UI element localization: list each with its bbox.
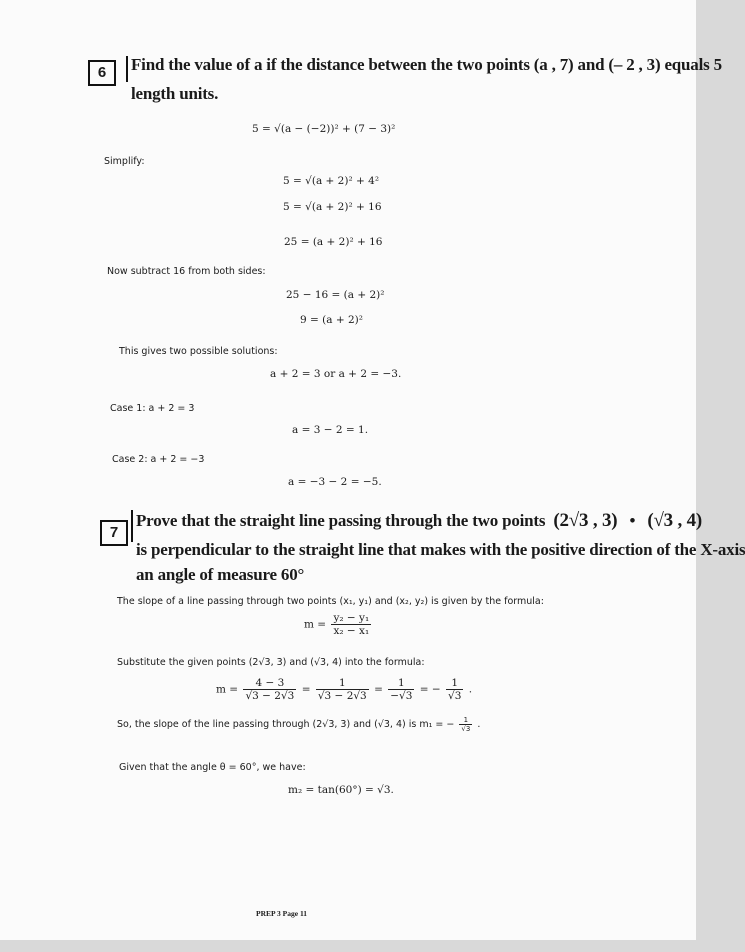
- simplify-step-2: 5 = √(a + 2)² + 16: [283, 201, 382, 213]
- fraction-2-numerator: 1: [316, 677, 369, 690]
- slope-result-text: So, the slope of the line passing through (2√3, 3) and (√3, 4) is m₁ = −: [117, 719, 455, 730]
- case-2-equation: a = −3 − 2 = −5.: [288, 476, 382, 488]
- point-2: (√3 , 4): [647, 510, 703, 531]
- question-6-number: 6: [88, 60, 116, 86]
- equals-negative-sign: = −: [419, 683, 441, 696]
- angle-label: Given that the angle θ = 60°, we have:: [119, 762, 306, 773]
- fraction-3-numerator: 1: [388, 677, 414, 690]
- equals-sign-1: =: [301, 683, 311, 696]
- simplify-step-3: 25 = (a + 2)² + 16: [284, 236, 383, 248]
- question-7-text-line3: an angle of measure 60°: [136, 565, 305, 584]
- question-7-text-line1: [136, 507, 702, 535]
- simplify-step-1: 5 = √(a + 2)² + 4²: [283, 175, 380, 187]
- slope-result-numerator: 1: [459, 716, 472, 725]
- point-1: (2√3 , 3): [553, 510, 618, 531]
- question-7-text-line2: is perpendicular to the straight line that makes with the positive direction of the X-axis: [136, 540, 745, 559]
- page-footer: PREP 3 Page 11: [256, 909, 308, 918]
- case-1-label: Case 1: a + 2 = 3: [110, 403, 195, 414]
- slope-result-denominator: √3: [461, 725, 471, 733]
- question-6-bar: [126, 56, 128, 82]
- point-separator: •: [629, 511, 636, 530]
- substitution-fraction-3: [388, 677, 414, 702]
- slope-formula-fraction: [331, 612, 371, 637]
- equals-sign-2: =: [374, 683, 383, 696]
- question-6-text-line2: length units.: [131, 84, 219, 103]
- subtract-step-2: 9 = (a + 2)²: [300, 314, 363, 326]
- fraction-2-denominator: √3 − 2√3: [317, 690, 367, 702]
- slope-result-label: [117, 716, 480, 733]
- slope-formula-denominator: x₂ − x₁: [333, 625, 370, 637]
- question-7-number: 7: [100, 520, 128, 546]
- question-6-text-line1: Find the value of a if the distance between the two points (a , 7) and (– 2 , 3) equals 5: [131, 55, 722, 74]
- solutions-equation: a + 2 = 3 or a + 2 = −3.: [270, 368, 402, 380]
- substitution-equation: [216, 677, 472, 702]
- slope-formula-label: The slope of a line passing through two points (x₁, y₁) and (x₂, y₂) is given by the formula:: [117, 596, 544, 607]
- distance-equation: 5 = √(a − (−2))² + (7 − 3)²: [252, 123, 396, 135]
- fraction-3-denominator: −√3: [390, 690, 413, 702]
- substitution-tail: .: [468, 683, 473, 696]
- m2-equation: m₂ = tan(60°) = √3.: [288, 784, 394, 796]
- subtract-step-1: 25 − 16 = (a + 2)²: [286, 289, 385, 301]
- case-1-equation: a = 3 − 2 = 1.: [292, 424, 369, 436]
- slope-formula-numerator: y₂ − y₁: [333, 612, 370, 624]
- fraction-1-numerator: 4 − 3: [243, 677, 296, 690]
- substitution-fraction-2: [316, 677, 369, 702]
- case-2-label: Case 2: a + 2 = −3: [112, 454, 205, 465]
- substitution-fraction-1: [243, 677, 296, 702]
- fraction-4-numerator: 1: [446, 677, 463, 690]
- substitution-lhs: m =: [216, 683, 239, 696]
- simplify-label: Simplify:: [104, 156, 145, 167]
- slope-result-fraction: [459, 716, 472, 733]
- substitution-fraction-4: [446, 677, 463, 702]
- substitute-label: Substitute the given points (2√3, 3) and (√3, 4) into the formula:: [117, 657, 425, 668]
- solutions-label: This gives two possible solutions:: [119, 346, 278, 357]
- slope-formula-lhs: m =: [304, 618, 327, 631]
- slope-formula: [304, 612, 373, 637]
- fraction-1-denominator: √3 − 2√3: [245, 690, 295, 702]
- question-7-bar: [131, 510, 133, 542]
- fraction-4-denominator: √3: [448, 690, 462, 702]
- slope-result-tail: .: [477, 719, 481, 730]
- subtract-label: Now subtract 16 from both sides:: [107, 266, 266, 277]
- question-7-text-line1-start: Prove that the straight line passing through the two points: [136, 511, 546, 530]
